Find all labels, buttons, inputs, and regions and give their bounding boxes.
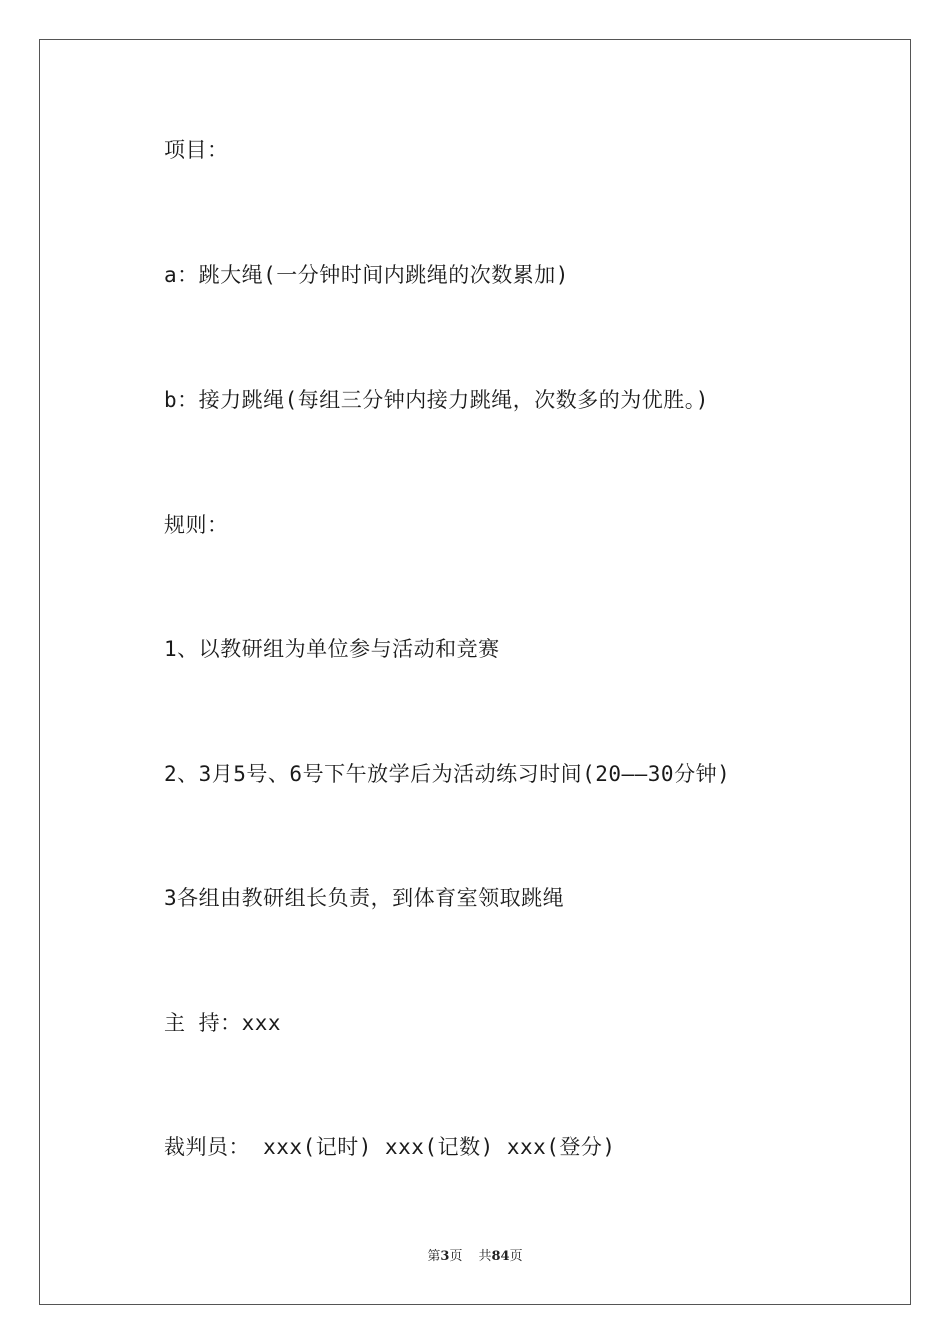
page-footer <box>0 1248 950 1266</box>
footer-page-suffix: 页 <box>449 1249 463 1264</box>
footer-total-pages: 84 <box>491 1249 510 1264</box>
page-border <box>39 39 911 1305</box>
item-b-relay-rope: b：接力跳绳(每组三分钟内接力跳绳，次数多的为优胜。) <box>164 388 709 412</box>
heading-project: 项目： <box>164 138 229 162</box>
rule-1: 1、以教研组为单位参与活动和竞赛 <box>164 637 500 661</box>
heading-rules: 规则： <box>164 513 229 537</box>
host-line: 主 持：xxx <box>164 1011 282 1035</box>
item-a-long-rope: a：跳大绳(一分钟时间内跳绳的次数累加) <box>164 263 569 287</box>
footer-total-prefix: 共 <box>478 1249 492 1264</box>
footer-total-suffix: 页 <box>509 1249 523 1264</box>
footer-page-prefix: 第 <box>427 1249 441 1264</box>
rule-3: 3各组由教研组长负责，到体育室领取跳绳 <box>164 886 565 910</box>
footer-page-number: 3 <box>440 1249 450 1264</box>
referees-line: 裁判员： xxx(记时) xxx(记数) xxx(登分) <box>164 1135 616 1159</box>
rule-2: 2、3月5号、6号下午放学后为活动练习时间(20——30分钟) <box>164 762 731 786</box>
